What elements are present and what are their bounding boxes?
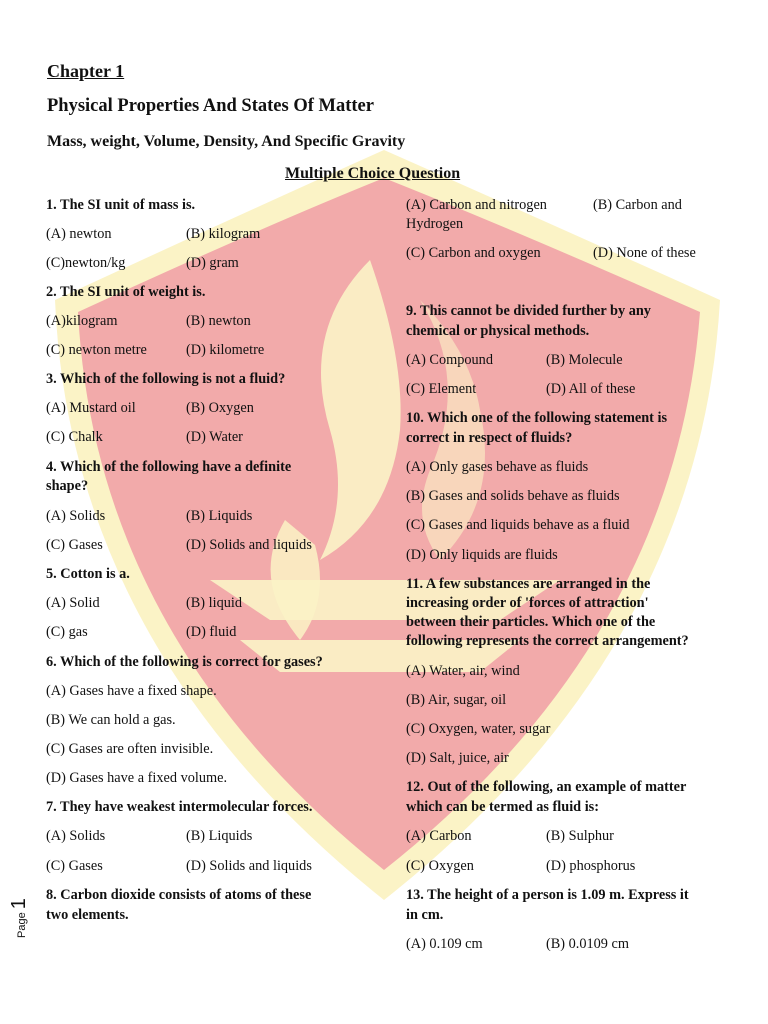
option-a: (A) Compound [406,352,493,368]
question-text: 6. Which of the following is correct for gases? [46,654,323,670]
option-b: (B) kilogram [186,226,261,242]
question-text: 2. The SI unit of weight is. [46,284,206,300]
question-text: two elements. [46,907,129,923]
option-c: (C) Gases [46,858,103,874]
option-c: (C) newton metre [46,342,147,358]
option-a: (A) Solids [46,508,106,524]
option-a: (A) newton [46,226,112,242]
question-text: in cm. [406,907,444,923]
option-c: (C) Chalk [46,429,103,445]
option-d: (D) None of these [593,245,696,261]
question-text: following represents the correct arrangement? [406,633,689,649]
page-label-text: Page [16,912,28,938]
option-c: (C) Gases and liquids behave as a fluid [406,517,630,533]
option-b: (B) 0.0109 cm [546,936,629,952]
question-text: 8. Carbon dioxide consists of atoms of these [46,887,312,903]
question-text: 11. A few substances are arranged in the [406,576,651,592]
option-b: (B) liquid [186,595,242,611]
option-b: (B) Molecule [546,352,623,368]
option-d: (D) gram [186,255,239,271]
option-c: (C) gas [46,624,88,640]
question-text: 5. Cotton is a. [46,566,130,582]
option-a: (A) Carbon and nitrogen [406,197,547,213]
option-a: (A) Water, air, wind [406,663,520,679]
option-c: (C) Oxygen, water, sugar [406,721,551,737]
question-text: 1. The SI unit of mass is. [46,197,196,213]
question-text: 13. The height of a person is 1.09 m. Express it [406,887,689,903]
question-text: 10. Which one of the following statement is [406,410,668,426]
option-a: (A) Only gases behave as fluids [406,459,589,475]
option-a: (A)kilogram [46,313,118,329]
option-d: (D) kilometre [186,342,265,358]
option-d: (D) Solids and liquids [186,858,312,874]
option-c: (C) Gases are often invisible. [46,741,214,757]
option-d: (D) Solids and liquids [186,537,312,553]
option-b: (B) Sulphur [546,828,614,844]
option-a: (A) Solid [46,595,100,611]
option-d: (D) Water [186,429,243,445]
question-text: 9. This cannot be divided further by any [406,303,651,319]
question-text: between their particles. Which one of the [406,614,656,630]
page-subtitle: Mass, weight, Volume, Density, And Specific Gravity [47,133,406,150]
chapter-heading: Chapter 1 [47,61,125,81]
option-c: (C) Carbon and oxygen [406,245,541,261]
option-a: (A) Mustard oil [46,400,136,416]
option-b: (B) newton [186,313,251,329]
option-d: (D) Only liquids are fluids [406,547,558,563]
option-d: (D) Salt, juice, air [406,750,509,766]
page-number-value: 1 [8,898,30,910]
option-b: (B) Gases and solids behave as fluids [406,488,620,504]
option-b: (B) Oxygen [186,400,254,416]
question-text: chemical or physical methods. [406,323,590,339]
question-text: 7. They have weakest intermolecular forces. [46,799,313,815]
question-text: increasing order of 'forces of attraction' [406,595,649,611]
option-a: (A) Carbon [406,828,472,844]
option-d: (D) All of these [546,381,636,397]
question-text: 3. Which of the following is not a fluid? [46,371,286,387]
question-text: 12. Out of the following, an example of matter [406,779,687,795]
option-d: (D) fluid [186,624,237,640]
section-heading: Multiple Choice Question [285,165,461,182]
question-text: correct in respect of fluids? [406,430,573,446]
question-text: which can be termed as fluid is: [406,799,600,815]
option-d: (D) Gases have a fixed volume. [46,770,228,786]
option-a: (A) 0.109 cm [406,936,483,952]
option-a: (A) Gases have a fixed shape. [46,683,217,699]
option-d: (D) phosphorus [546,858,636,874]
option-b: (B) Liquids [186,828,253,844]
option-b: (B) Carbon and [593,197,682,213]
question-text: shape? [46,478,89,494]
option-a: (A) Solids [46,828,106,844]
option-c: (C) Gases [46,537,103,553]
question-text: 4. Which of the following have a definite [46,459,292,475]
page-title: Physical Properties And States Of Matter [47,96,374,116]
option-b: (B) Air, sugar, oil [406,692,507,708]
page-number [8,898,31,938]
option-b: (B) Liquids [186,508,253,524]
option-c: (C) Oxygen [406,858,474,874]
option-b-continued: Hydrogen [406,216,464,232]
option-b: (B) We can hold a gas. [46,712,176,728]
option-c: (C)newton/kg [46,255,126,271]
option-c: (C) Element [406,381,477,397]
